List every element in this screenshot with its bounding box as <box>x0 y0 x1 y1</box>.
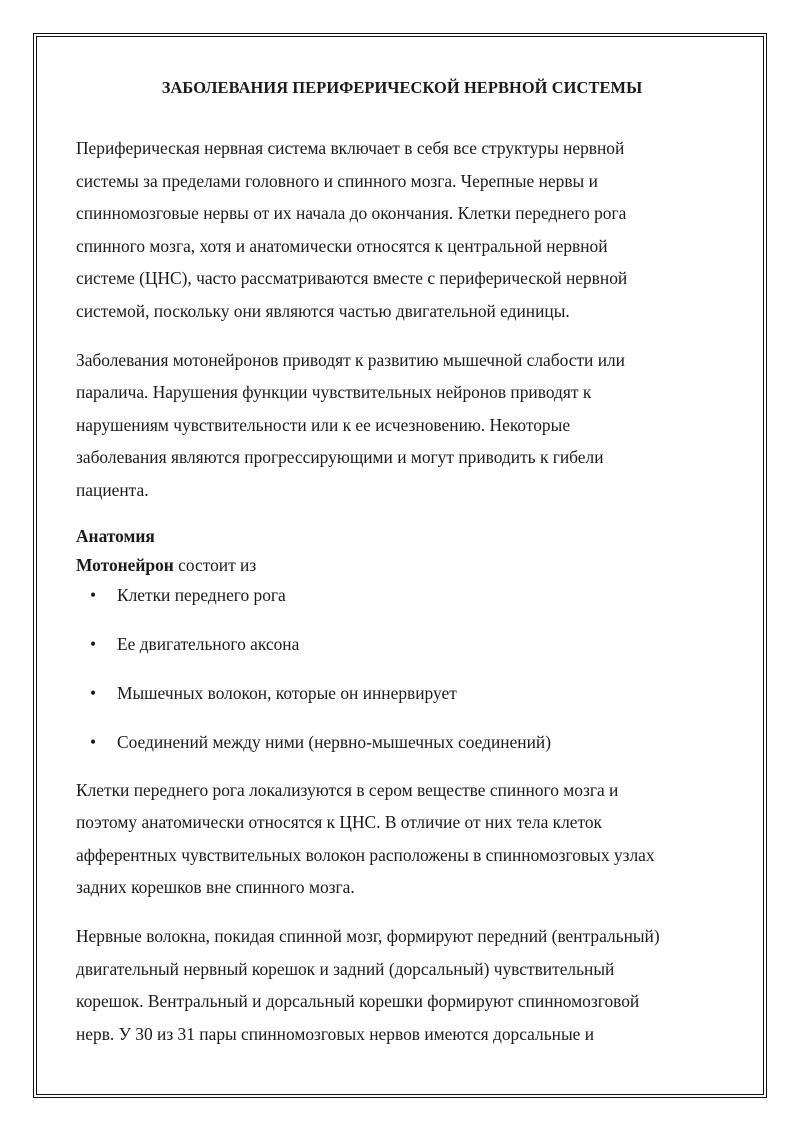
text-line: спинного мозга, хотя и анатомически относятся к центральной нервной <box>76 235 608 256</box>
list-item-text: Соединений между ними (нервно-мышечных соединений) <box>117 731 552 752</box>
text-line: Нервные волокна, покидая спинной мозг, формируют передний (вентральный) <box>76 925 660 946</box>
text-line: афферентных чувствительных волокон расположены в спинномозговых узлах <box>76 844 655 865</box>
paragraph-anterior-horn <box>76 774 728 904</box>
text-line: спинномозговые нервы от их начала до окончания. Клетки переднего рога <box>76 203 627 224</box>
text-line: корешок. Вентральный и дорсальный корешки формируют спинномозговой <box>76 991 640 1012</box>
list-item <box>76 580 728 610</box>
text-line: пациента. <box>76 479 149 500</box>
list-item-text: Ее двигательного аксона <box>117 633 300 654</box>
motoneuron-lead <box>76 550 728 580</box>
motoneuron-term: Мотонейрон <box>76 554 174 575</box>
text-line: Периферическая нервная система включает в себя все структуры нервной <box>76 138 625 158</box>
document-body <box>76 70 728 1050</box>
paragraph-intro <box>76 132 728 328</box>
text-line: Заболевания мотонейронов приводят к развитию мышечной слабости или <box>76 349 625 370</box>
text-line: системы за пределами головного и спинного мозга. Черепные нервы и <box>76 170 598 191</box>
list-item <box>76 727 728 757</box>
section-heading-anatomy: Анатомия <box>76 525 155 546</box>
bullet-icon: • <box>90 633 97 654</box>
bullet-icon: • <box>90 682 97 703</box>
text-line: двигательный нервный корешок и задний (дорсальный) чувствительный <box>76 958 615 979</box>
paragraph-nerve-roots <box>76 920 728 1050</box>
motoneuron-rest: состоит из <box>173 554 257 575</box>
paragraph-motoneuron-diseases <box>76 344 728 507</box>
list-item <box>76 678 728 708</box>
text-line: Клетки переднего рога локализуются в сером веществе спинного мозга и <box>76 779 619 800</box>
text-line: заболевания являются прогрессирующими и могут приводить к гибели <box>76 447 604 468</box>
text-line: нарушениям чувствительности или к ее исчезновению. Некоторые <box>76 414 571 435</box>
list-item-text: Клетки переднего рога <box>117 584 286 605</box>
text-line: системе (ЦНС), часто рассматриваются вместе с периферической нервной <box>76 268 628 289</box>
motoneuron-components-list <box>76 580 728 757</box>
text-line: задних корешков вне спинного мозга. <box>76 877 355 898</box>
text-line: поэтому анатомически относятся к ЦНС. В отличие от них тела клеток <box>76 812 603 833</box>
bullet-icon: • <box>90 731 97 752</box>
bullet-icon: • <box>90 584 97 605</box>
text-line: системой, поскольку они являются частью двигательной единицы. <box>76 300 570 321</box>
text-line: нерв. У 30 из 31 пары спинномозговых нервов имеются дорсальные и <box>76 1023 595 1044</box>
list-item <box>76 629 728 659</box>
document-title: ЗАБОЛЕВАНИЯ ПЕРИФЕРИЧЕСКОЙ НЕРВНОЙ СИСТЕМЫ <box>161 78 643 97</box>
text-line: паралича. Нарушения функции чувствительных нейронов приводят к <box>76 382 592 403</box>
list-item-text: Мышечных волокон, которые он иннервирует <box>117 682 457 703</box>
